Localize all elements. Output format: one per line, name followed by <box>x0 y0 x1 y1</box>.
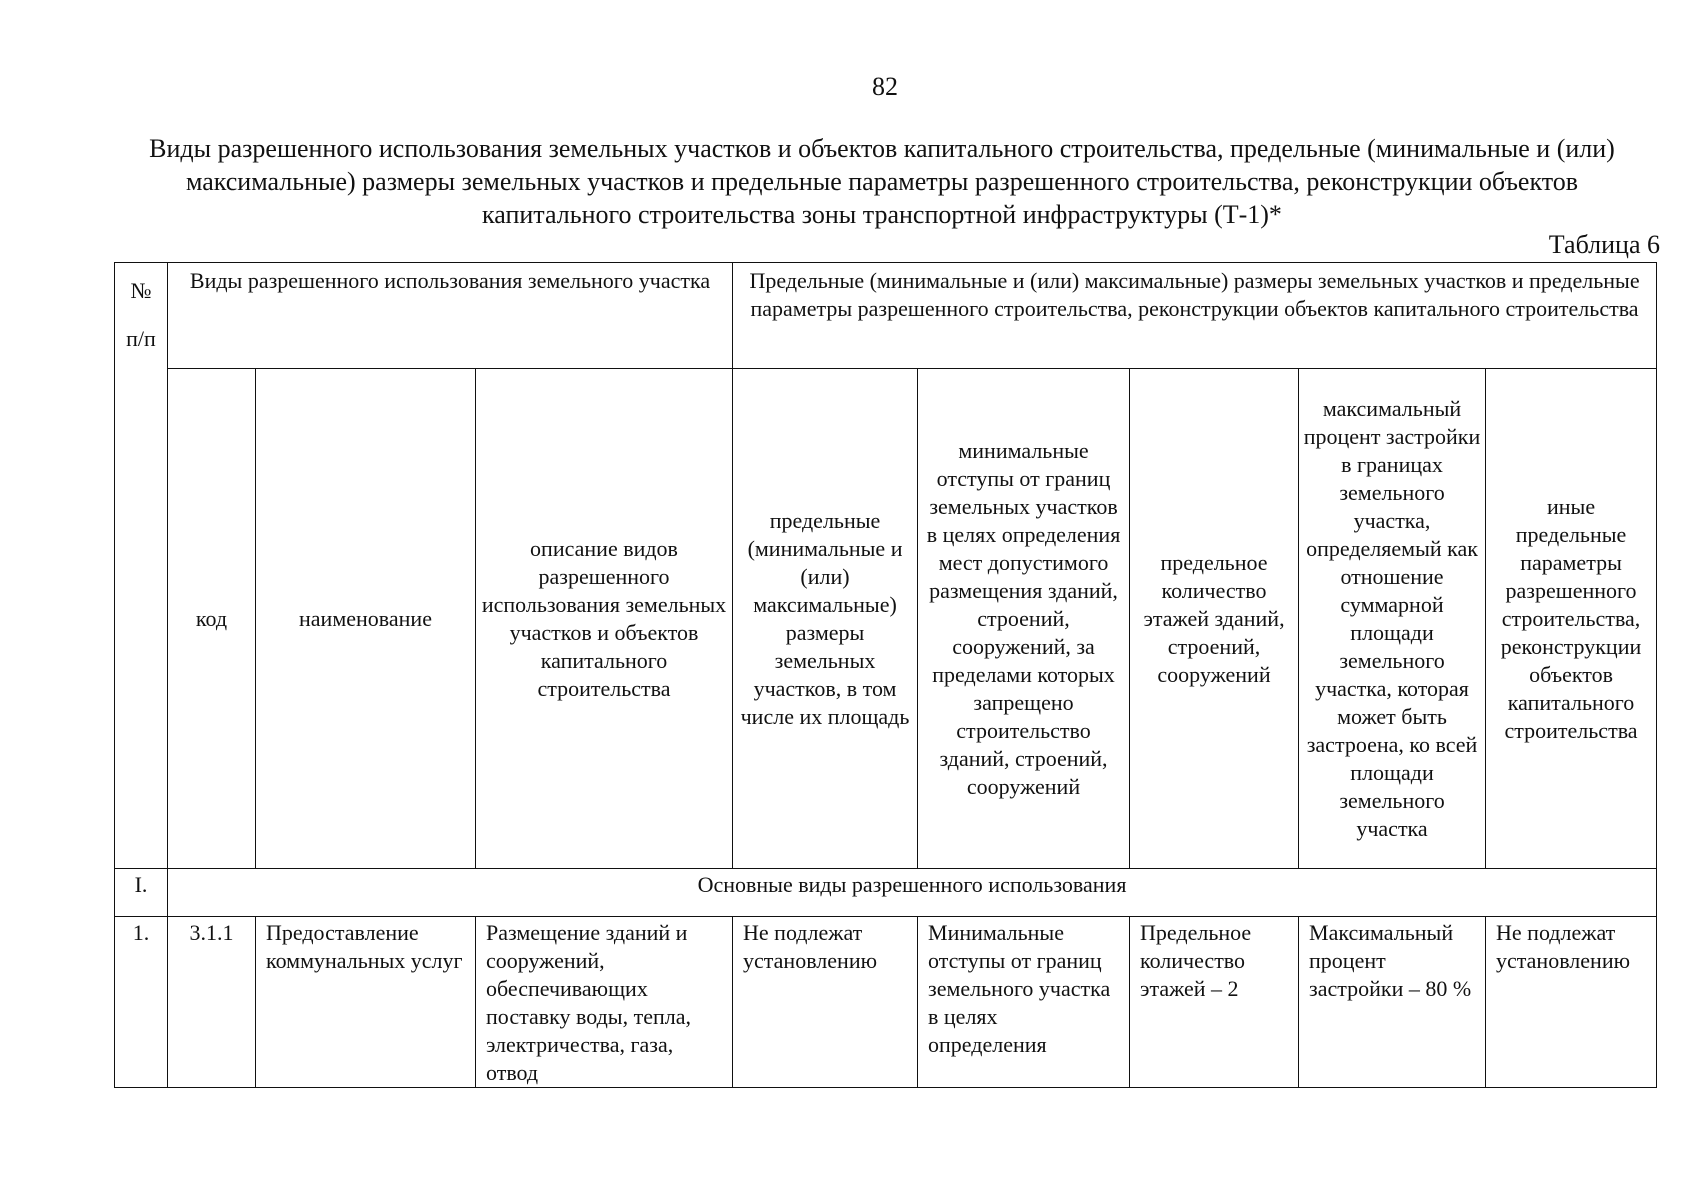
row-name: Предоставление коммунальных услуг <box>256 917 476 1088</box>
row-coverage: Максимальный процент застройки – 80 % <box>1299 917 1486 1088</box>
header-setbacks: минимальные отступы от границ земельных участков в целях определения мест допустимого размещения зданий, строений, сооружений, за пределами которых запрещено строительство зданий, строений, сооружений <box>918 369 1130 869</box>
header-floors: предельное количество этажей зданий, строений, сооружений <box>1130 369 1299 869</box>
row-other-params: Не подлежат установлению <box>1486 917 1657 1088</box>
header-plot-sizes: предельные (минимальные и (или) максимальные) размеры земельных участков, в том числе их площадь <box>733 369 918 869</box>
header-other-params: иные предельные параметры разрешенного строительства, реконструкции объектов капитального строительства <box>1486 369 1657 869</box>
row-setbacks: Минимальные отступы от границ земельного участка в целях определения <box>918 917 1130 1088</box>
section-num: I. <box>115 869 168 917</box>
header-code: код <box>168 369 256 869</box>
header-description: описание видов разрешенного использования земельных участков и объектов капитального строительства <box>476 369 733 869</box>
row-description: Размещение зданий и сооружений, обеспечивающих поставку воды, тепла, электричества, газа, отвод <box>476 917 733 1088</box>
header-row-groups <box>115 263 1657 369</box>
section-row <box>115 869 1657 917</box>
header-row-columns <box>115 369 1657 869</box>
regulations-table <box>114 262 1657 1088</box>
row-plot-sizes: Не подлежат установлению <box>733 917 918 1088</box>
table-caption: Таблица 6 <box>1548 230 1660 259</box>
header-group-usage-types: Виды разрешенного использования земельного участка <box>168 263 733 369</box>
header-coverage: максимальный процент застройки в границах земельного участка, определяемый как отношение суммарной площади земельного участка, которая может быть застроена, ко всей площади земельного участка <box>1299 369 1486 869</box>
document-title: Виды разрешенного использования земельных участков и объектов капитального строительства, предельные (минимальные и (или) максимальные) размеры земельных участков и предельные параметры разрешенного строительства, реконструкции объектов капитального строительства зоны транспортной инфраструктуры (Т-1)* <box>149 134 1615 229</box>
section-title: Основные виды разрешенного использования <box>168 869 1657 917</box>
row-code: 3.1.1 <box>168 917 256 1088</box>
header-name: наименование <box>256 369 476 869</box>
row-floors: Предельное количество этажей – 2 <box>1130 917 1299 1088</box>
header-num: № п/п <box>115 263 168 869</box>
table-row <box>115 917 1657 1088</box>
row-num: 1. <box>115 917 168 1088</box>
header-group-limits: Предельные (минимальные и (или) максимальные) размеры земельных участков и предельные параметры разрешенного строительства, реконструкции объектов капитального строительства <box>733 263 1657 369</box>
page-number: 82 <box>872 72 898 101</box>
